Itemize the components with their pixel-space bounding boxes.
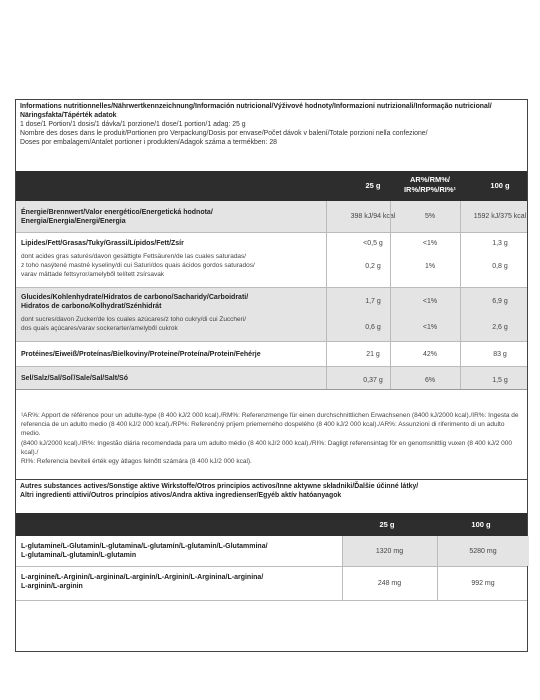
divider [16,232,527,233]
actives-col-100g: 100 g [471,520,491,529]
glutamine-label-line2: L-glutamina/L-glutamin/L-glutamin [21,552,137,559]
salt-25g: 0,37 g [363,377,383,384]
fat-100g: 1,3 g [492,240,508,247]
fat-ri: <1% [422,240,438,247]
reference-intake-footnote [21,411,524,466]
arginine-label-line2: L-arginin/L-arginin [21,583,83,590]
row-protein [16,341,527,366]
column-divider [326,201,327,389]
protein-100g: 83 g [493,351,507,358]
row-energy [16,201,527,232]
column-divider [437,536,438,600]
servings-line1: Nombre des doses dans le produit/Portionen pro Verpackung/Dosis por envase/Počet dávok v balení/Totale porzioni nella confezione/ [20,129,428,137]
row-fat [16,232,527,287]
footnote-line4: RI%: Referencia beviteli érték egy átlagos felnőtt számára (8 400 kJ/2 000 kcal). [21,458,252,466]
col-25g: 25 g [365,181,381,190]
glutamine-values [342,536,529,566]
actives-title-line1: Autres substances actives/Sonstige aktive Wirkstoffe/Otros principios activos/Inne aktywne składniki/Ďalšie účinné látky/ [20,483,419,490]
protein-ri: 42% [422,351,437,358]
sugars-100g: 2,6 g [492,324,508,331]
carbs-label-line1: Glucides/Kohlenhydrate/Hidratos de carbono/Sacharidy/Carboidrati/ [21,294,249,301]
salt-label: Sel/Salz/Sal/Soľ/Sale/Sal/Salt/Só [21,375,128,382]
footnote-line2: referencia de un adulto medio (8 400 kJ/2 000 kcal)./RP%: Referenčný príjem priemerného dospelého (8 400 kJ/2 000 kcal)./AR%: Assunzioni di riferimento di un adulto medio. [21,421,505,438]
divider [16,287,527,288]
carbs-ri: <1% [422,298,438,305]
sugars-line2: dos quais açúcares/varav sockerarter/amelyből cukrok [21,325,178,332]
divider [16,366,527,367]
energy-25g: 398 kJ/94 kcal [350,213,396,220]
footnote-line3: (8400 kJ/2000 kcal)./IR%: Ingestão diária recomendada para um adulto médio (8 400 kJ/2 000 kcal)./RI%: Dagligt referensintag för en genomsnittlig vuxen (8 400 kJ/2 000 kcal)./ [21,439,513,456]
nutrition-header [16,100,527,148]
arginine-25g: 248 mg [377,580,402,587]
arginine-label-line1: L-arginine/L-Arginin/L-arginina/L-arginín/L-Arginin/L-Arginina/L-arginina/ [21,574,264,581]
column-divider [460,201,461,389]
salt-ri: 6% [424,377,436,384]
protein-25g: 21 g [366,351,380,358]
energy-100g: 1592 kJ/375 kcal [473,213,527,220]
divider [16,566,527,567]
saturates-line2: z toho nasýtené mastné kyseliny/di cui Saturi/dos quais ácidos gordos saturados/ [21,262,255,269]
dose-line: 1 dose/1 Portion/1 dosis/1 dávka/1 porzione/1 dose/1 portion/1 adag: 25 g [20,120,246,128]
nutrition-table [15,99,528,489]
glutamine-25g: 1320 mg [375,548,404,555]
divider [16,341,527,342]
col-100g: 100 g [490,181,510,190]
glutamine-label-line1: L-glutamine/L-Glutamin/L-glutamina/L-glutamín/L-glutamin/L-Glutammina/ [21,543,268,550]
energy-ri: 5% [424,213,436,220]
salt-100g: 1,5 g [492,377,508,384]
saturates-100g: 0,8 g [492,263,508,270]
sugars-line1: dont sucres/davon Zucker/de los cuales azúcares/z toho cukry/di cui Zuccheri/ [21,316,247,323]
servings-line2: Doses por embalagem/Antalet portioner i produkten/Adagok száma a termékben: 28 [20,138,278,146]
energy-label-line1: Énergie/Brennwert/Valor energético/Energetická hodnota/ [21,209,213,216]
saturates-line3: varav mättade fettsyror/amelyből telített zsírsavak [21,271,165,278]
saturates-line1: dont acides gras saturés/davon gesättigte Fettsäuren/de las cuales saturadas/ [21,253,247,260]
nutrition-title-line1: Informations nutritionnelles/Nährwertkennzeichnung/Información nutricional/Výživové hodnoty/Informazioni nutrizionali/Informação nutricional/ [20,103,492,110]
energy-label-line2: Energia/Energia/Energi/Energia [21,218,126,225]
saturates-ri: 1% [424,263,436,270]
column-divider [390,201,391,389]
sugars-25g: 0,6 g [365,324,381,331]
actives-column-header [16,513,527,536]
divider [16,600,527,601]
col-ri-line1: AR%/RM%/ [409,175,450,184]
nutrition-title-line2: Näringsfakta/Tápérték adatok [20,111,117,119]
nutrition-column-header [16,171,527,201]
actives-table [15,479,528,652]
actives-title-line2: Altri ingredienti attivi/Outros princípios ativos/Andra aktiva ingredienser/Egyéb aktív hatóanyagok [20,491,342,499]
col-ri-line2: IR%/RP%/RI%¹ [403,185,457,194]
actives-col-25g: 25 g [379,520,395,529]
row-arginine [16,566,527,600]
carbs-100g: 6,9 g [492,298,508,305]
fat-25g: <0,5 g [363,240,383,247]
saturates-25g: 0,2 g [365,263,381,270]
glutamine-100g: 5280 mg [469,548,497,555]
row-carbs [16,287,527,341]
protein-label: Protéines/Eiweiß/Proteínas/Bielkoviny/Proteine/Proteína/Protein/Fehérje [21,351,261,358]
fat-label: Lipides/Fett/Grasas/Tuky/Grassi/Lípidos/Fett/Zsír [21,240,184,247]
arginine-100g: 992 mg [471,580,495,587]
divider [16,389,527,390]
carbs-label-line2: Hidratos de carbono/Kolhydrat/Szénhidrát [21,303,162,310]
column-divider [342,536,343,600]
carbs-25g: 1,7 g [365,298,381,305]
sugars-ri: <1% [422,324,438,331]
actives-header [16,480,527,501]
row-salt [16,366,527,389]
footnote-line1: ¹AR%: Apport de référence pour un adulte-type (8 400 kJ/2 000 kcal)./RM%: Referenzmenge für einen durchschnittlichen Erwachsenen (8400 kJ/2000 kcal)./IR%: Ingesta de [21,412,519,419]
